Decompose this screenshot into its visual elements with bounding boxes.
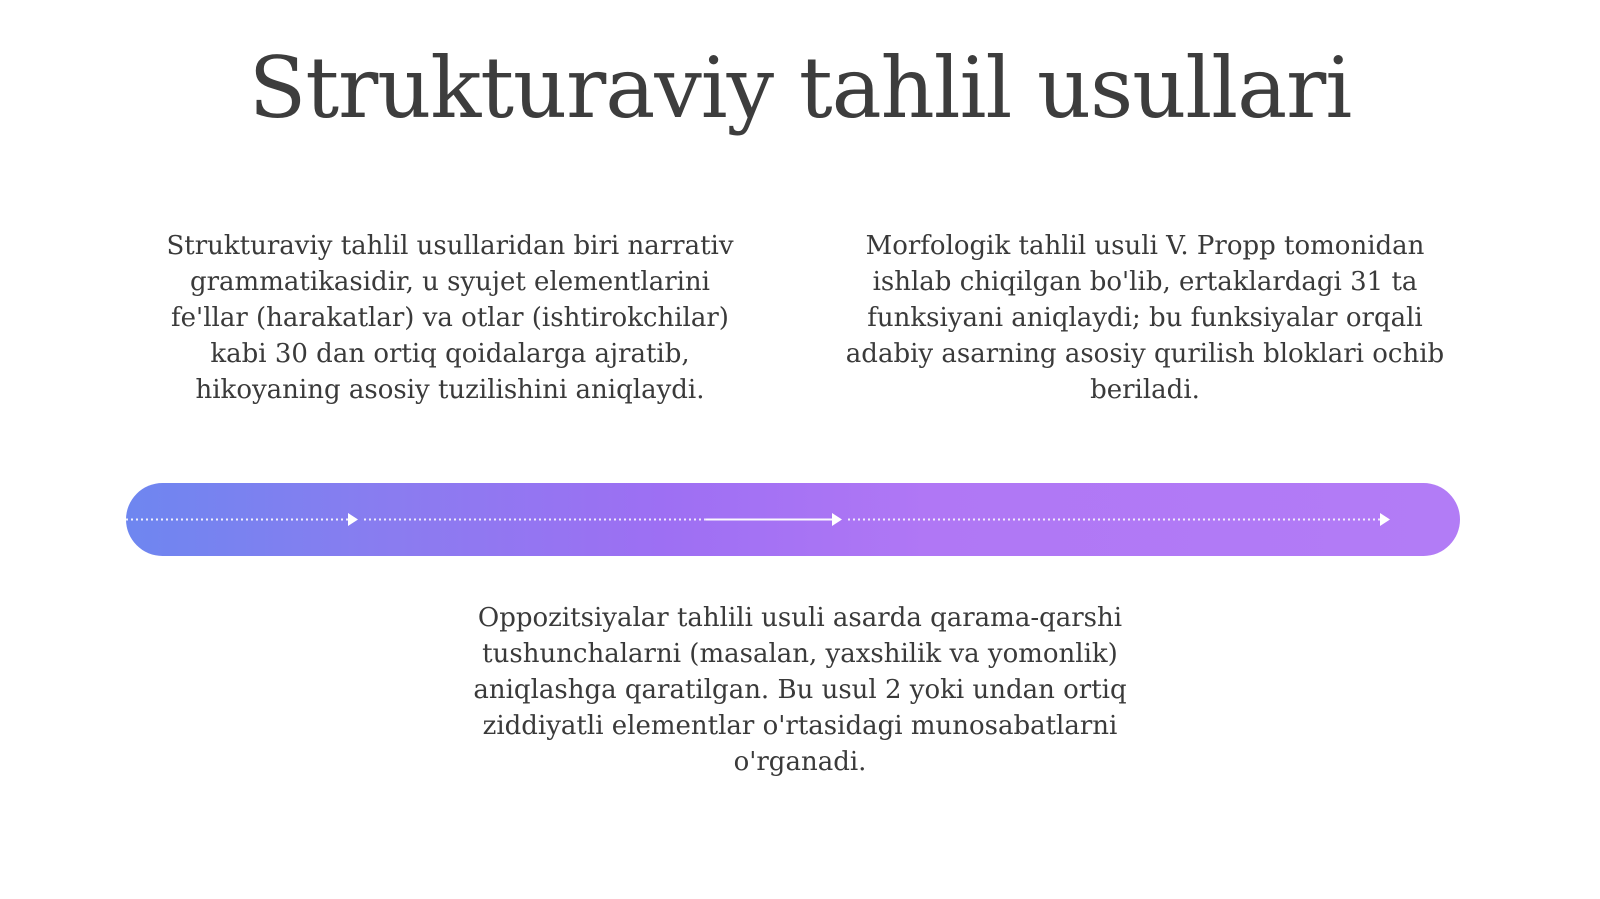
arrow-right-icon: [1380, 513, 1390, 526]
text-block-narrative-grammar: Strukturaviy tahlil usullaridan biri narrativ grammatikasidir, u syujet elementlarini fe'llar (harakatlar) va otlar (ishtirokchilar) kabi 30 dan ortiq qoidalarga ajratib, hikoyaning asosiy tuzilishini aniqlaydi.: [166, 231, 734, 405]
slide-title: Strukturaviy tahlil usullari: [248, 39, 1352, 137]
timeline-connectors: [126, 483, 1460, 556]
arrow-right-icon: [348, 513, 358, 526]
text-block-morphological-analysis: Morfologik tahlil usuli V. Propp tomonidan ishlab chiqilgan bo'lib, ertaklardagi 31 ta funksiyani aniqlaydi; bu funksiyalar orqali adabiy asarning asosiy qurilish bloklari ochib beriladi.: [845, 231, 1445, 405]
timeline-bar: [126, 483, 1460, 556]
text-block-oppositions-analysis: Oppozitsiyalar tahlili usuli asarda qarama-qarshi tushunchalarni (masalan, yaxshilik va yomonlik) aniqlashga qaratilgan. Bu usul 2 yoki undan ortiq ziddiyatli elementlar o'rtasidagi munosabatlarni o'rganadi.: [473, 603, 1127, 777]
arrow-right-icon: [832, 513, 842, 526]
